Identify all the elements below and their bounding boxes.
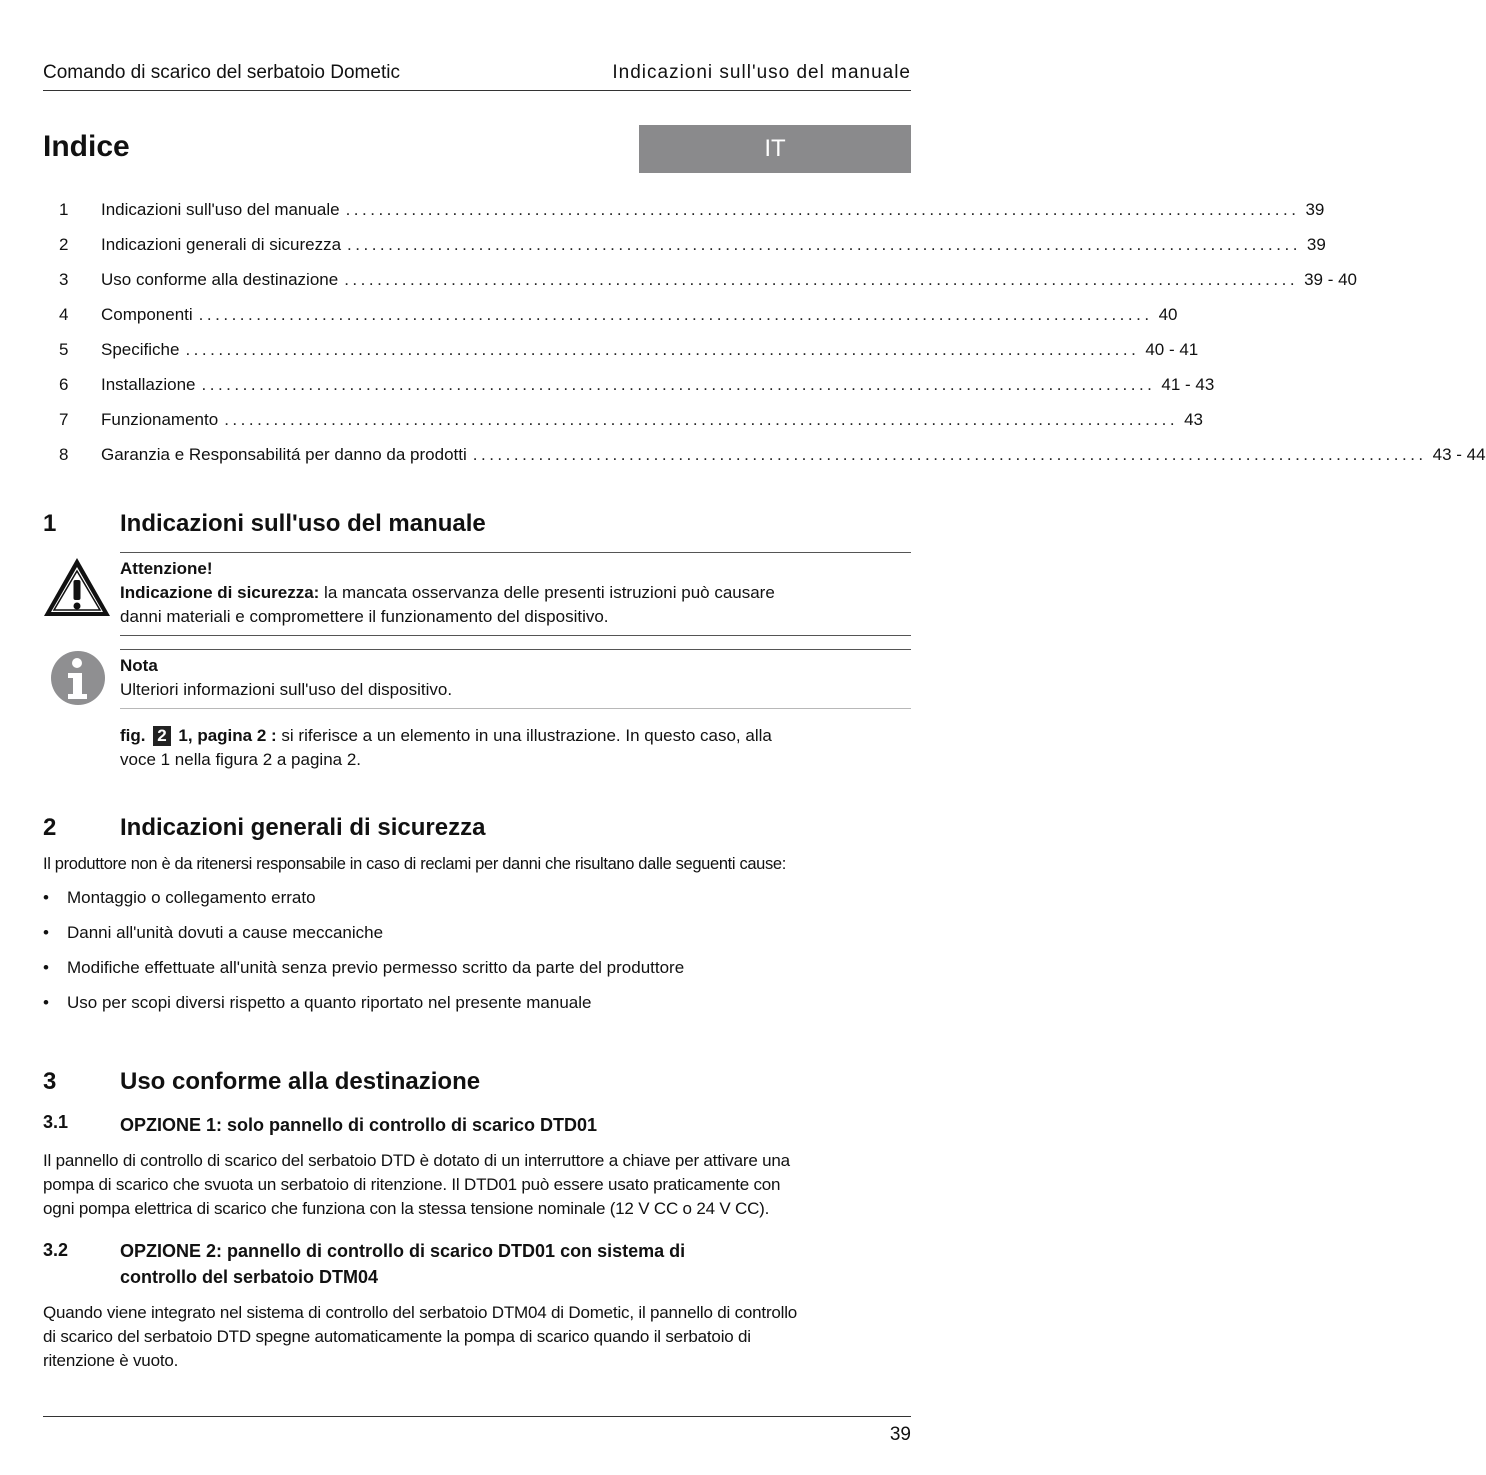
- subsection-number: 3.1: [43, 1112, 69, 1132]
- section-number: 3: [43, 1068, 57, 1095]
- toc-number: 2: [59, 235, 69, 254]
- toc-page: 40: [1158, 305, 1178, 324]
- warning-label: Indicazione di sicurezza:: [120, 583, 320, 602]
- toc-leader: ....................................................................................................................: [472, 445, 1427, 464]
- toc-page: 39: [1305, 200, 1325, 219]
- footer-divider: [43, 1416, 911, 1417]
- toc-row[interactable]: [43, 375, 1215, 401]
- warning-block: [120, 557, 910, 629]
- page-title: Indice: [43, 130, 130, 163]
- body-line: Quando viene integrato nel sistema di controllo del serbatoio DTM04 di Dometic, il pannello di controllo: [43, 1303, 798, 1322]
- warning-bottom-rule: [120, 635, 911, 636]
- toc-row[interactable]: [43, 410, 1203, 436]
- info-icon: [50, 650, 106, 706]
- note-bottom-rule: [120, 708, 911, 709]
- warning-text-cont: danni materiali e compromettere il funzionamento del dispositivo.: [120, 607, 609, 626]
- toc-leader: ....................................................................................................................: [198, 305, 1153, 324]
- language-code: IT: [764, 135, 786, 162]
- toc-number: 7: [59, 410, 69, 429]
- toc-page: 39 - 40: [1304, 270, 1358, 289]
- toc-row[interactable]: [43, 270, 1358, 296]
- toc-title: Garanzia e Responsabilitá per danno da prodotti: [101, 445, 467, 464]
- toc-title: Funzionamento: [101, 410, 219, 429]
- page-number: 39: [889, 1424, 911, 1445]
- toc-number: 4: [59, 305, 69, 324]
- list-item-text: Uso per scopi diversi rispetto a quanto riportato nel presente manuale: [67, 993, 592, 1012]
- toc-leader: ....................................................................................................................: [201, 375, 1156, 394]
- fig-ref-text-cont: voce 1 nella figura 2 a pagina 2.: [120, 750, 362, 769]
- section-title: Uso conforme alla destinazione: [120, 1068, 481, 1095]
- list-item: [43, 888, 911, 908]
- toc-title: Installazione: [101, 375, 196, 394]
- toc-page: 43 - 44: [1432, 445, 1486, 464]
- language-badge: [639, 125, 911, 173]
- toc-row[interactable]: [43, 235, 1326, 261]
- list-item-text: Danni all'unità dovuti a cause meccaniche: [67, 923, 384, 942]
- body-line: pompa di scarico che svuota un serbatoio di ritenzione. Il DTD01 può essere usato praticamente con: [43, 1175, 781, 1194]
- section-number: 1: [43, 510, 57, 537]
- bullet-dot: •: [43, 888, 49, 907]
- bullet-dot: •: [43, 923, 49, 942]
- note-top-rule: [120, 649, 911, 650]
- bullet-dot: •: [43, 993, 49, 1012]
- body-line: Il pannello di controllo di scarico del serbatoio DTD è dotato di un interruttore a chiave per attivare una: [43, 1151, 790, 1170]
- warning-triangle-icon: [42, 556, 112, 618]
- warning-top-rule: [120, 552, 911, 553]
- toc-number: 3: [59, 270, 69, 289]
- warning-text: la mancata osservanza delle presenti istruzioni può causare: [319, 583, 775, 602]
- note-block: [120, 654, 910, 702]
- toc-number: 5: [59, 340, 69, 359]
- list-item: [43, 923, 911, 943]
- toc-number: 1: [59, 200, 69, 219]
- subsection-title: [120, 1238, 900, 1290]
- note-heading: Nota: [120, 656, 158, 675]
- toc-number: 6: [59, 375, 69, 394]
- figure-reference-block: [120, 724, 910, 772]
- section-intro: Il produttore non è da ritenersi responsabile in caso di reclami per danni che risultano dalle seguenti cause:: [43, 855, 786, 873]
- toc-row[interactable]: [43, 445, 1486, 471]
- toc-number: 8: [59, 445, 69, 464]
- fig-ref-badge: 2: [153, 726, 170, 746]
- body-line: ritenzione è vuoto.: [43, 1351, 179, 1370]
- list-item: [43, 993, 911, 1013]
- fig-ref-text: si riferisce a un elemento in una illustrazione. In questo caso, alla: [276, 726, 772, 745]
- bullet-dot: •: [43, 958, 49, 977]
- warning-heading: Attenzione!: [120, 559, 213, 578]
- toc-leader: ....................................................................................................................: [224, 410, 1179, 429]
- subsection-title: OPZIONE 1: solo pannello di controllo di scarico DTD01: [120, 1115, 598, 1135]
- subsection-title-line: controllo del serbatoio DTM04: [120, 1267, 379, 1287]
- toc-leader: ....................................................................................................................: [185, 340, 1140, 359]
- toc-page: 41 - 43: [1161, 375, 1215, 394]
- header-document-title: Comando di scarico del serbatoio Dometic: [43, 62, 400, 83]
- toc-title: Specifiche: [101, 340, 180, 359]
- toc-leader: ....................................................................................................................: [345, 200, 1300, 219]
- fig-ref-suffix: 1, pagina 2 :: [173, 726, 277, 745]
- section-title: Indicazioni sull'uso del manuale: [120, 510, 486, 537]
- toc-title: Indicazioni sull'uso del manuale: [101, 200, 340, 219]
- subsection-title-line: OPZIONE 2: pannello di controllo di scarico DTD01 con sistema di: [120, 1241, 686, 1261]
- body-line: di scarico del serbatoio DTD spegne automaticamente la pompa di scarico quando il serbatoio di: [43, 1327, 751, 1346]
- fig-ref-prefix: fig.: [120, 726, 146, 745]
- toc-title: Indicazioni generali di sicurezza: [101, 235, 342, 254]
- toc-title: Componenti: [101, 305, 193, 324]
- toc-row[interactable]: [43, 340, 1199, 366]
- list-item: [43, 958, 911, 978]
- toc-leader: ....................................................................................................................: [347, 235, 1301, 254]
- subsection-body: [43, 1301, 923, 1373]
- header-section-title: Indicazioni sull'uso del manuale: [612, 62, 911, 83]
- section-number: 2: [43, 814, 57, 841]
- header-divider: [43, 90, 911, 91]
- section-title: Indicazioni generali di sicurezza: [120, 814, 486, 841]
- toc-leader: ....................................................................................................................: [344, 270, 1299, 289]
- toc-row[interactable]: [43, 200, 1325, 226]
- toc-row[interactable]: [43, 305, 1178, 331]
- subsection-body: [43, 1149, 923, 1221]
- toc-title: Uso conforme alla destinazione: [101, 270, 339, 289]
- list-item-text: Modifiche effettuate all'unità senza previo permesso scritto da parte del produttore: [67, 958, 685, 977]
- note-text: Ulteriori informazioni sull'uso del dispositivo.: [120, 680, 453, 699]
- toc-page: 40 - 41: [1145, 340, 1199, 359]
- toc-page: 43: [1184, 410, 1203, 429]
- list-item-text: Montaggio o collegamento errato: [67, 888, 316, 907]
- subsection-number: 3.2: [43, 1240, 69, 1260]
- body-line: ogni pompa elettrica di scarico che funziona con la stessa tensione nominale (12 V CC o 24 V CC).: [43, 1199, 770, 1218]
- toc-page: 39: [1306, 235, 1326, 254]
